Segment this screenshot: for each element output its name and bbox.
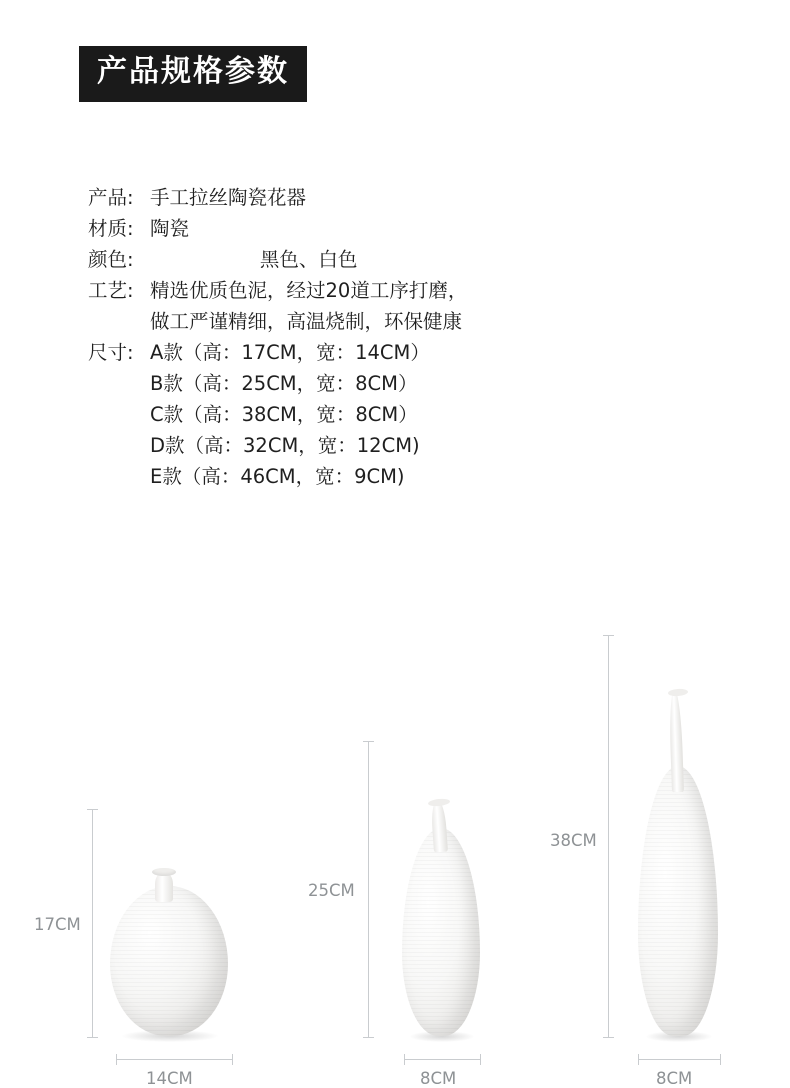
spec-label-product: 产品: (88, 186, 134, 209)
vase-a-neck (155, 872, 173, 902)
vase-b-body (402, 828, 480, 1036)
vase-c-rim (668, 688, 688, 696)
size-line-d: D款（高：32CM，宽：12CM) (150, 434, 420, 457)
vase-a-group (34, 792, 292, 1088)
vase-a-height-guide-line (92, 810, 93, 1038)
vase-c-width-guide-line (638, 1059, 720, 1060)
vase-c-neck (668, 690, 684, 792)
vase-b-group (308, 722, 560, 1088)
vase-b-width-guide-line (404, 1059, 480, 1060)
spec-value-material: 陶瓷 (150, 217, 190, 240)
spec-value-product: 手工拉丝陶瓷花器 (150, 186, 307, 209)
spec-list (88, 182, 467, 492)
vase-a-width-tick-left (116, 1054, 117, 1065)
vase-a-rim (152, 868, 176, 876)
vase-b-width-label: 8CM (420, 1069, 457, 1088)
vase-b-rim (428, 798, 451, 807)
vase-b-texture (402, 828, 480, 1036)
vase-a-width-label: 14CM (146, 1069, 193, 1088)
size-line-e: E款（高：46CM，宽：9CM) (150, 465, 405, 488)
spec-row-color (88, 244, 467, 275)
vase-c-height-guide-line (608, 636, 609, 1038)
spec-value-craft-line2: 做工严谨精细，高温烧制，环保健康 (150, 310, 463, 333)
vase-b-width-tick-right (480, 1054, 481, 1065)
vase-c-body (638, 766, 718, 1036)
spec-value-size (150, 337, 467, 492)
spec-value-color-text: 黑色、白色 (259, 248, 358, 271)
vase-b-height-tick-top (363, 741, 374, 742)
spec-row-size (88, 337, 467, 492)
vase-a-height-tick-top (87, 809, 98, 810)
spec-label-material: 材质: (88, 217, 134, 240)
spec-label-craft: 工艺: (88, 279, 134, 302)
vase-c-width-label: 8CM (656, 1069, 693, 1088)
spec-row-product (88, 182, 467, 213)
spec-row-material (88, 213, 467, 244)
vase-b-height-label: 25CM (308, 881, 355, 900)
vase-b-height-tick-bottom (363, 1037, 374, 1038)
vase-a-body (110, 886, 228, 1036)
size-line-a: A款（高：17CM，宽：14CM） (150, 341, 430, 364)
vase-b-neck (430, 800, 448, 853)
vase-b-height-guide-line (368, 742, 369, 1038)
spec-value-craft-line1: 精选优质色泥，经过20道工序打磨， (150, 279, 468, 302)
vase-a-height-tick-bottom (87, 1037, 98, 1038)
vase-a-height-label: 17CM (34, 915, 81, 934)
size-line-c: C款（高：38CM，宽：8CM） (150, 403, 418, 426)
vase-c-group (550, 642, 790, 1088)
vase-c-height-tick-bottom (603, 1037, 614, 1038)
spec-row-craft (88, 275, 467, 337)
vase-b-width-tick-left (404, 1054, 405, 1065)
spec-value-craft (150, 275, 467, 337)
vase-a-texture (110, 886, 228, 1036)
spec-label-size: 尺寸: (88, 341, 134, 364)
spec-label-color: 颜色: (88, 248, 134, 271)
vase-c-width-tick-left (638, 1054, 639, 1065)
product-dimension-illustration (0, 560, 790, 1088)
vase-c-width-tick-right (720, 1054, 721, 1065)
vase-c-texture (638, 766, 718, 1036)
vase-a-width-guide-line (116, 1059, 232, 1060)
vase-c-height-tick-top (603, 635, 614, 636)
vase-c-height-label: 38CM (550, 831, 597, 850)
vase-a-width-tick-right (232, 1054, 233, 1065)
size-line-b: B款（高：25CM，宽：8CM） (150, 372, 418, 395)
page-title: 产品规格参数 (79, 46, 307, 102)
